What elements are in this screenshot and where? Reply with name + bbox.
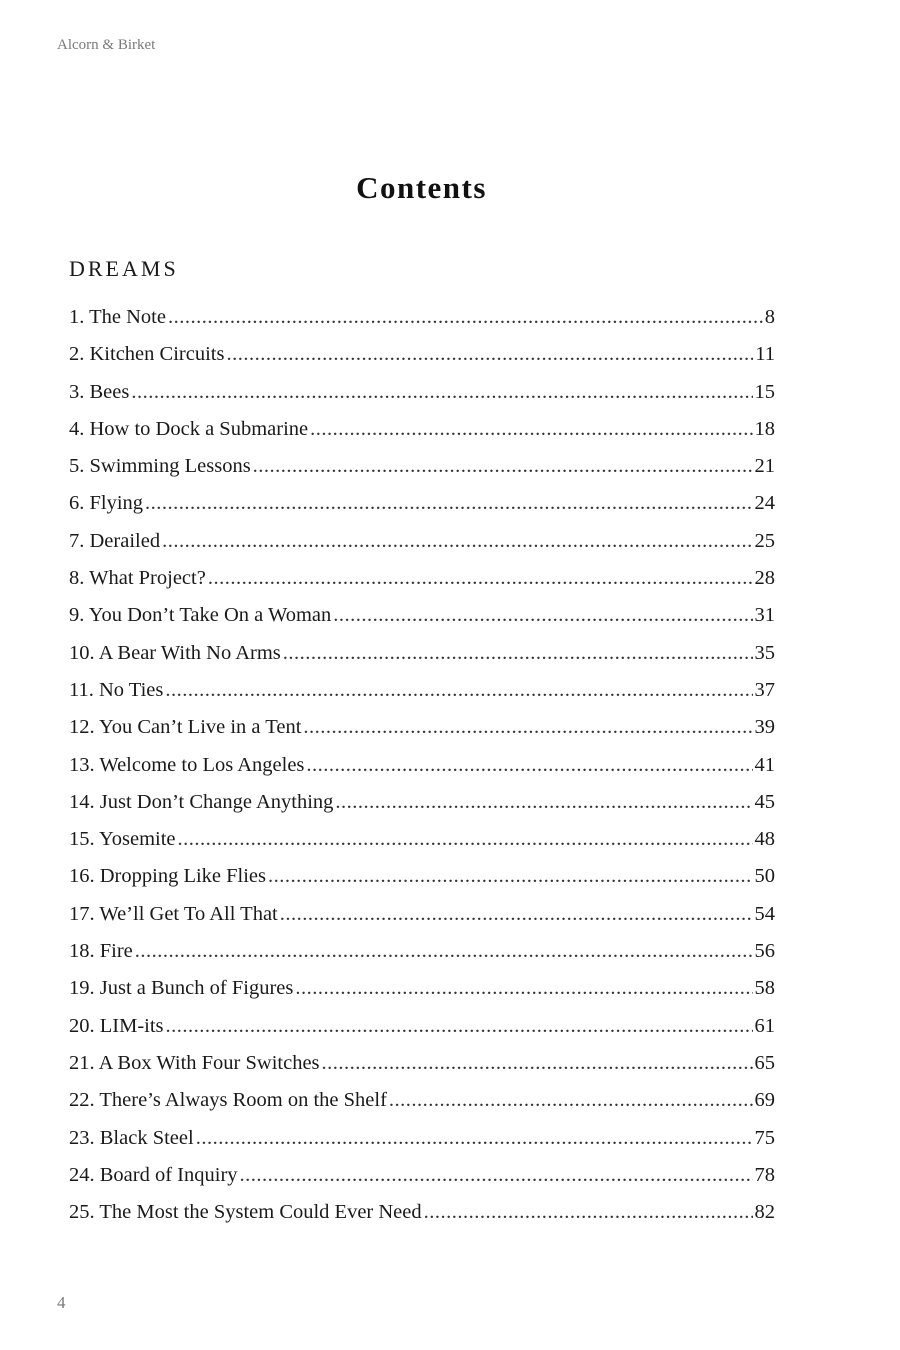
toc-entry-title: 22. There’s Always Room on the Shelf (69, 1089, 387, 1112)
toc-entry-page: 61 (754, 1014, 775, 1037)
toc-entry-page: 82 (754, 1201, 775, 1224)
toc-entry[interactable] (69, 748, 775, 785)
toc-entry-title: 10. A Bear With No Arms (69, 641, 281, 664)
toc-entry[interactable] (69, 375, 775, 412)
toc-entry-title: 1. The Note (69, 306, 166, 328)
toc-entry-title: 12. You Can’t Live in a Tent (69, 716, 302, 739)
toc-entry[interactable] (69, 710, 775, 747)
toc-entry-title: 14. Just Don’t Change Anything (69, 790, 334, 813)
toc-entry-page: 41 (754, 753, 775, 776)
page-title: Contents (356, 170, 487, 205)
dot-leader (166, 1009, 753, 1043)
toc-entry-page: 18 (754, 417, 775, 440)
toc-entry-title: 16. Dropping Like Flies (69, 865, 267, 888)
toc-entry[interactable] (69, 859, 775, 896)
toc-entry[interactable] (69, 673, 775, 710)
dot-leader (295, 971, 752, 1005)
toc-entry[interactable] (69, 636, 775, 673)
dot-leader (168, 300, 763, 334)
toc-entry[interactable] (69, 1083, 775, 1120)
dot-leader (196, 1121, 753, 1155)
dot-leader (268, 859, 752, 893)
dot-leader (240, 1158, 753, 1192)
toc-entry-page: 25 (754, 529, 775, 552)
toc-entry[interactable] (69, 1046, 775, 1083)
section-heading: DREAMS (69, 256, 179, 281)
toc-entry-page: 24 (754, 492, 775, 515)
dot-leader (165, 673, 752, 707)
toc-entry-page: 11 (755, 343, 775, 366)
toc-entry-title: 3. Bees (69, 380, 130, 403)
page-number: 4 (57, 1293, 66, 1312)
toc-entry-page: 48 (754, 828, 775, 851)
toc-entry-page: 65 (754, 1051, 775, 1074)
dot-leader (389, 1083, 753, 1117)
toc-entry-page: 78 (754, 1163, 775, 1186)
toc-entry-page: 39 (754, 716, 775, 739)
dot-leader (145, 486, 752, 520)
toc-entry-title: 17. We’ll Get To All That (69, 902, 278, 925)
toc-entry-title: 24. Board of Inquiry (69, 1163, 238, 1186)
toc-entry[interactable] (69, 598, 775, 635)
toc-entry-title: 13. Welcome to Los Angeles (69, 753, 305, 776)
toc-entry-title: 19. Just a Bunch of Figures (69, 977, 294, 1000)
toc-entry[interactable] (69, 1158, 775, 1195)
toc-entry[interactable] (69, 934, 775, 971)
toc-entry-page: 31 (754, 604, 775, 627)
toc-entry-page: 54 (754, 902, 775, 925)
toc-entry-title: 18. Fire (69, 940, 133, 963)
running-header: Alcorn & Birket (57, 37, 156, 53)
toc-entry[interactable] (69, 785, 775, 822)
dot-leader (280, 897, 753, 931)
dot-leader (303, 710, 752, 744)
toc-entry-title: 5. Swimming Lessons (69, 455, 251, 478)
toc-entry-page: 50 (754, 865, 775, 888)
toc-entry-title: 23. Black Steel (69, 1126, 194, 1149)
toc-entry-title: 8. What Project? (69, 567, 206, 590)
dot-leader (283, 636, 753, 670)
toc-entry-title: 15. Yosemite (69, 828, 176, 851)
toc-entry-title: 2. Kitchen Circuits (69, 343, 225, 366)
toc-entry-title: 20. LIM-its (69, 1014, 164, 1037)
dot-leader (208, 561, 753, 595)
toc-entry[interactable] (69, 897, 775, 934)
toc-entry[interactable] (69, 449, 775, 486)
toc-entry-title: 25. The Most the System Could Ever Need (69, 1201, 422, 1224)
toc-entry-page: 37 (754, 678, 775, 701)
toc-entry[interactable] (69, 524, 775, 561)
toc-entry-page: 35 (754, 641, 775, 664)
toc-entry[interactable] (69, 822, 775, 859)
toc-entry-title: 4. How to Dock a Submarine (69, 417, 309, 440)
toc-entry[interactable] (69, 300, 775, 337)
toc-entry-title: 9. You Don’t Take On a Woman (69, 604, 332, 627)
toc-entry[interactable] (69, 561, 775, 598)
toc-entry-title: 21. A Box With Four Switches (69, 1051, 320, 1074)
dot-leader (253, 449, 753, 483)
toc-entry-page: 75 (754, 1126, 775, 1149)
toc-entry-title: 7. Derailed (69, 529, 161, 552)
dot-leader (333, 598, 752, 632)
dot-leader (135, 934, 753, 968)
dot-leader (335, 785, 752, 819)
toc-entry[interactable] (69, 1121, 775, 1158)
toc-entry-title: 11. No Ties (69, 678, 164, 701)
toc-entry-page: 58 (754, 977, 775, 1000)
toc-entry-page: 8 (764, 306, 775, 328)
toc-entry-title: 6. Flying (69, 492, 144, 515)
dot-leader (162, 524, 752, 558)
toc-entry-page: 15 (754, 380, 775, 403)
table-of-contents (69, 300, 775, 1232)
dot-leader (226, 337, 753, 371)
toc-entry[interactable] (69, 337, 775, 374)
dot-leader (310, 412, 752, 446)
toc-entry[interactable] (69, 1009, 775, 1046)
toc-entry-page: 21 (754, 455, 775, 478)
toc-entry[interactable] (69, 412, 775, 449)
dot-leader (178, 822, 753, 856)
toc-entry[interactable] (69, 1195, 775, 1232)
toc-entry[interactable] (69, 971, 775, 1008)
dot-leader (131, 375, 752, 409)
dot-leader (322, 1046, 753, 1080)
toc-entry-page: 69 (754, 1089, 775, 1112)
toc-entry-page: 45 (754, 790, 775, 813)
toc-entry[interactable] (69, 486, 775, 523)
toc-entry-page: 28 (754, 567, 775, 590)
toc-entry-page: 56 (754, 940, 775, 963)
dot-leader (424, 1195, 753, 1229)
dot-leader (306, 748, 752, 782)
